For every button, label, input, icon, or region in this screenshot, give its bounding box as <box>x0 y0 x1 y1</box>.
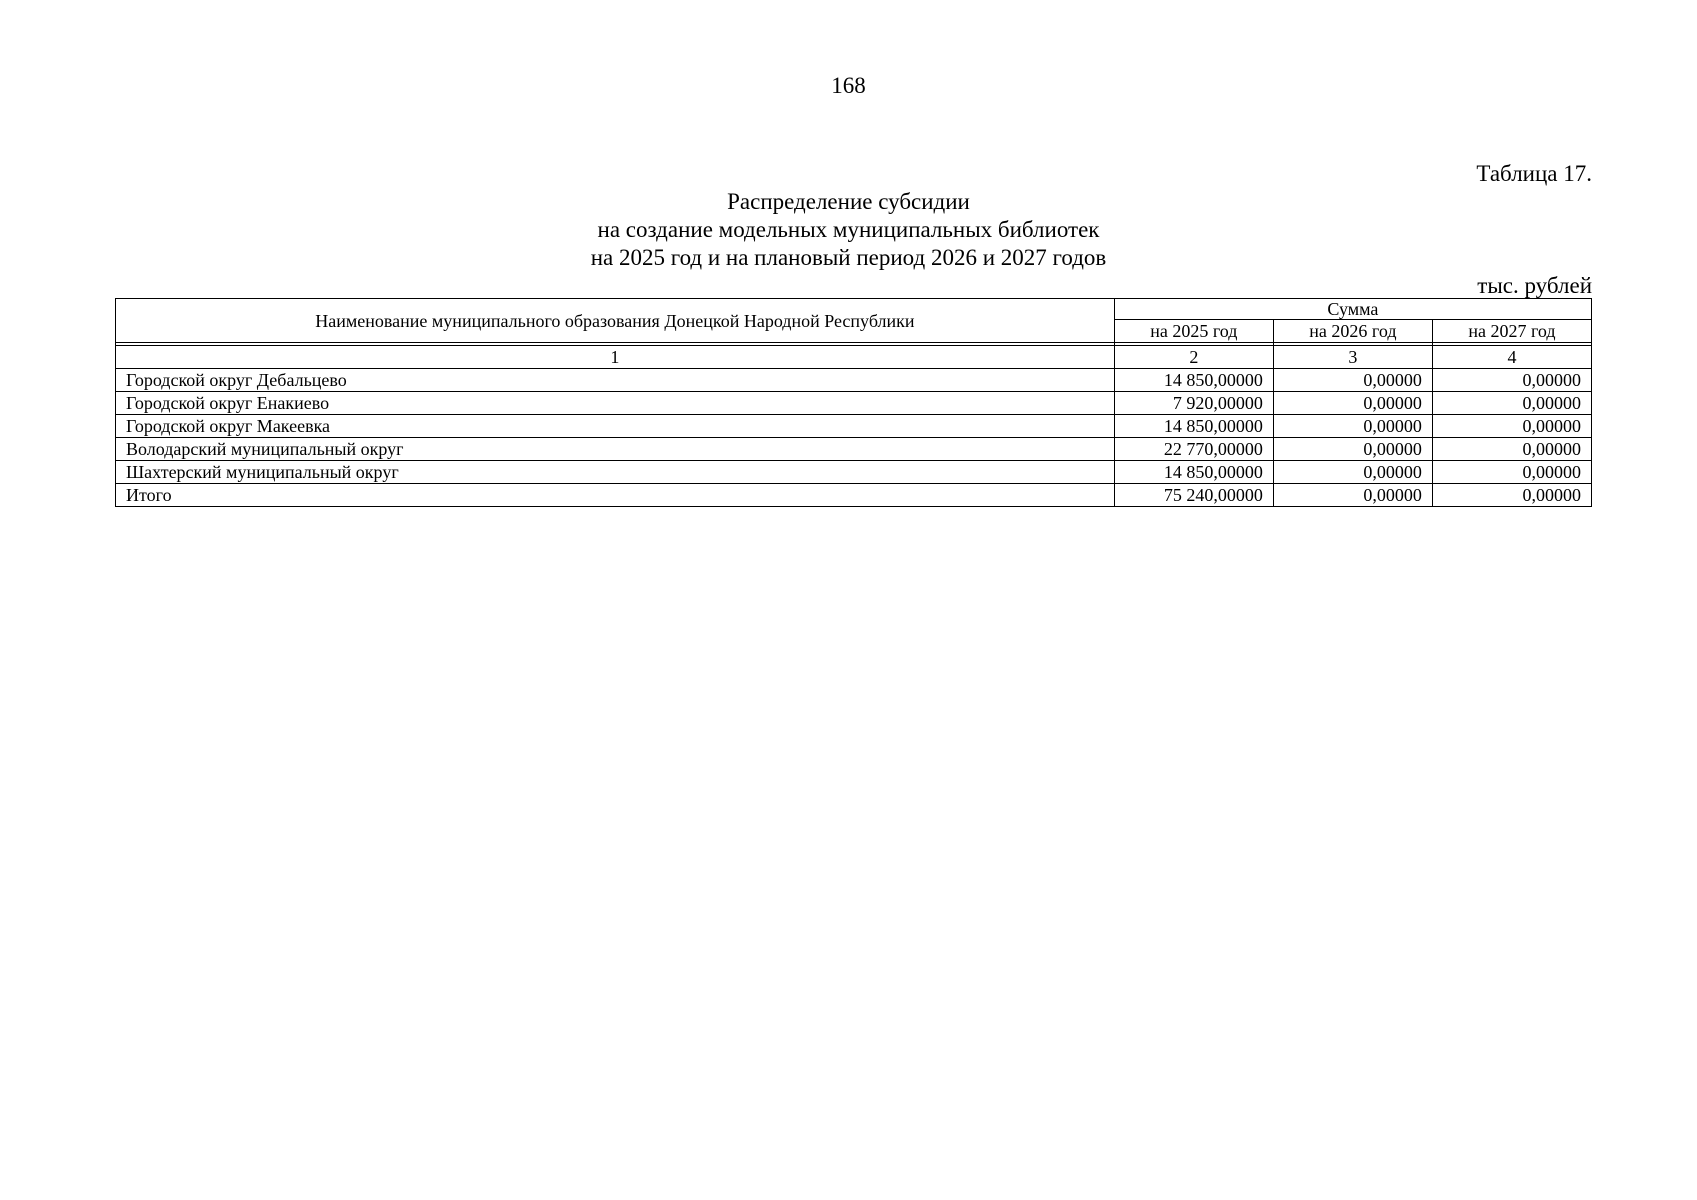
column-number: 1 <box>116 346 1115 369</box>
row-value-2027: 0,00000 <box>1432 392 1591 415</box>
document-title <box>0 188 1697 272</box>
units-label: тыс. рублей <box>1477 273 1592 298</box>
row-name: Городской округ Макеевка <box>116 415 1115 438</box>
row-value-2027: 0,00000 <box>1432 438 1591 461</box>
title-line: Распределение субсидии <box>727 189 970 214</box>
row-value-2027: 0,00000 <box>1432 461 1591 484</box>
row-name: Городской округ Дебальцево <box>116 369 1115 392</box>
table-total-row <box>116 484 1592 507</box>
column-number: 3 <box>1273 346 1432 369</box>
total-value-2026: 0,00000 <box>1273 484 1432 507</box>
row-name: Городской округ Енакиево <box>116 392 1115 415</box>
table-row <box>116 392 1592 415</box>
column-number: 4 <box>1432 346 1591 369</box>
table-row <box>116 415 1592 438</box>
row-value-2025: 14 850,00000 <box>1114 415 1273 438</box>
table-row <box>116 369 1592 392</box>
title-line: на создание модельных муниципальных библиотек <box>597 217 1100 242</box>
row-value-2027: 0,00000 <box>1432 415 1591 438</box>
title-line: на 2025 год и на плановый период 2026 и 2027 годов <box>590 245 1107 270</box>
row-name: Володарский муниципальный округ <box>116 438 1115 461</box>
row-value-2025: 14 850,00000 <box>1114 369 1273 392</box>
row-value-2026: 0,00000 <box>1273 461 1432 484</box>
total-value-2025: 75 240,00000 <box>1114 484 1273 507</box>
table-label: Таблица 17. <box>1476 161 1592 186</box>
column-numbers-row <box>116 346 1592 369</box>
row-value-2026: 0,00000 <box>1273 415 1432 438</box>
page-number: 168 <box>831 73 866 98</box>
row-value-2025: 7 920,00000 <box>1114 392 1273 415</box>
table-row <box>116 461 1592 484</box>
row-value-2026: 0,00000 <box>1273 392 1432 415</box>
total-value-2027: 0,00000 <box>1432 484 1591 507</box>
header-year-2027: на 2027 год <box>1432 320 1591 343</box>
header-name: Наименование муниципального образования Донецкой Народной Республики <box>116 299 1115 343</box>
table-header-row <box>116 299 1592 320</box>
total-label: Итого <box>116 484 1115 507</box>
table-row <box>116 438 1592 461</box>
header-sum: Сумма <box>1114 299 1591 320</box>
header-year-2026: на 2026 год <box>1273 320 1432 343</box>
row-value-2025: 22 770,00000 <box>1114 438 1273 461</box>
subsidy-table <box>115 298 1592 507</box>
row-value-2026: 0,00000 <box>1273 438 1432 461</box>
row-name: Шахтерский муниципальный округ <box>116 461 1115 484</box>
header-year-2025: на 2025 год <box>1114 320 1273 343</box>
row-value-2025: 14 850,00000 <box>1114 461 1273 484</box>
row-value-2026: 0,00000 <box>1273 369 1432 392</box>
row-value-2027: 0,00000 <box>1432 369 1591 392</box>
column-number: 2 <box>1114 346 1273 369</box>
